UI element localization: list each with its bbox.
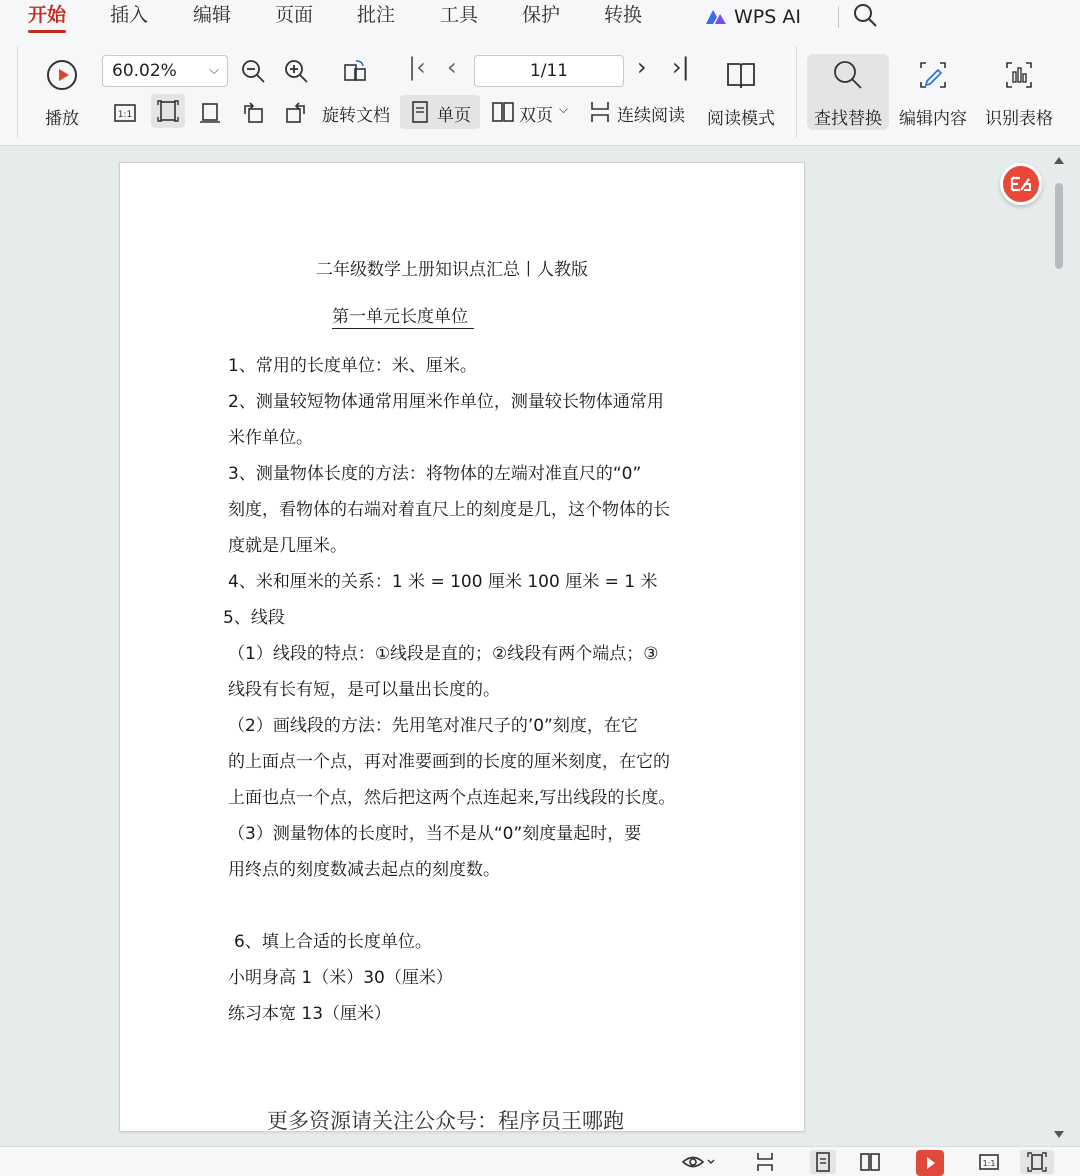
scroll-up-icon[interactable] [1054,157,1064,164]
doc-line: 4、米和厘米的关系：1 米 = 100 厘米 100 厘米 = 1 米 [228,572,658,592]
menu-divider [838,6,839,28]
zoom-value: 60.02% [112,61,177,81]
play-label: 播放 [45,109,79,129]
wps-ai-button[interactable] [704,3,801,31]
chevron-down-icon[interactable]: ⌵ [559,102,569,116]
single-page-label: 单页 [437,106,471,126]
continuous-read-icon[interactable] [585,97,615,127]
reading-mode-label: 阅读模式 [707,109,775,129]
doc-line: 1、常用的长度单位：米、厘米。 [228,356,477,376]
double-page-icon[interactable] [488,97,518,127]
doc-line: 小明身高 1（米）30（厘米） [228,968,453,988]
play-slideshow-icon[interactable] [916,1150,944,1176]
find-replace-label: 查找替换 [814,109,882,129]
doc-line: 线段有长有短，是可以量出长度的。 [228,680,500,700]
zoom-select[interactable] [102,55,228,87]
continuous-read-label[interactable]: 连续阅读 [617,106,685,126]
rotate-document-icon[interactable] [340,56,370,86]
fit-page-icon[interactable] [151,94,185,128]
edit-content-label: 编辑内容 [899,109,967,129]
doc-line: 的上面点一个点，再对准要画到的长度的厘米刻度，在它的 [228,752,670,772]
double-page-label[interactable]: 双页 [519,106,553,126]
rotate-document-label[interactable]: 旋转文档 [322,106,390,126]
document-title: 二年级数学上册知识点汇总丨人教版 [316,260,588,280]
document-subtitle: 第一单元长度单位 [332,302,474,329]
doc-line: 5、线段 [223,608,285,628]
scroll-down-icon[interactable] [1054,1131,1064,1138]
book-icon [724,58,758,92]
wps-ai-icon [704,8,728,26]
single-page-icon [405,97,435,127]
prev-page-icon[interactable]: ‹ [447,53,457,81]
doc-line: 2、测量较短物体通常用厘米作单位，测量较长物体通常用 [228,392,664,412]
find-replace-button[interactable] [807,54,889,130]
edit-content-button[interactable] [893,54,973,130]
last-page-icon[interactable]: ›| [672,53,690,81]
table-recognize-icon [1002,58,1036,92]
doc-line: 刻度，看物体的右端对着直尺上的刻度是几，这个物体的长 [228,500,670,520]
rotate-right-icon[interactable] [281,98,311,128]
doc-line: 度就是几厘米。 [228,536,347,556]
doc-line: 用终点的刻度数减去起点的刻度数。 [228,860,500,880]
tab-edit[interactable]: 编辑 [193,4,232,26]
scroll-thumb[interactable] [1055,183,1063,269]
footer-note: 更多资源请关注公众号：程序员王哪跑 [267,1109,624,1133]
tab-protect[interactable]: 保护 [522,4,561,26]
page-number-input[interactable]: 1/11 [474,55,624,87]
tab-annotate[interactable]: 批注 [357,4,396,26]
tab-tools[interactable]: 工具 [440,4,479,26]
menu-bar [0,0,1080,38]
status-bar [0,1146,1080,1176]
next-page-icon[interactable]: › [637,53,647,81]
doc-line: （1）线段的特点：①线段是直的；②线段有两个端点；③ [228,644,659,664]
document-page [119,162,805,1132]
edit-icon [916,58,950,92]
rotate-left-icon[interactable] [238,98,268,128]
zoom-in-icon[interactable] [281,56,311,86]
continuous-view-icon[interactable] [752,1150,778,1174]
svg-text:1:1: 1:1 [117,110,133,120]
reading-mode-button[interactable] [701,54,781,130]
eye-protection-icon[interactable] [678,1150,718,1174]
recognize-table-label: 识别表格 [985,109,1053,129]
fit-width-icon[interactable] [195,98,225,128]
tab-page[interactable]: 页面 [275,4,314,26]
doc-line: （3）测量物体的长度时，当不是从“0”刻度量起时，要 [228,824,642,844]
svg-text:1:1: 1:1 [982,1159,996,1168]
chevron-down-icon: ⌵ [209,63,219,78]
zoom-out-icon[interactable] [238,56,268,86]
ribbon-divider [17,46,18,138]
tab-insert[interactable]: 插入 [110,4,149,26]
doc-line: 米作单位。 [228,428,313,448]
actual-size-icon[interactable] [110,98,140,128]
recognize-table-button[interactable] [979,54,1059,130]
doc-line: 6、填上合适的长度单位。 [234,932,432,952]
first-page-icon[interactable]: |‹ [408,53,426,81]
play-button[interactable] [36,54,88,134]
ribbon-divider [796,46,797,138]
wps-ai-label: WPS AI [734,6,801,28]
play-icon [47,60,77,90]
doc-line: 上面也点一个点，然后把这两个点连起来,写出线段的长度。 [228,788,676,808]
double-page-view-icon[interactable] [857,1150,883,1174]
actual-size-icon[interactable] [976,1150,1002,1174]
ribbon-toolbar [0,38,1080,146]
fit-page-icon[interactable] [1020,1150,1054,1174]
search-icon[interactable] [852,2,878,28]
single-page-view-icon[interactable] [810,1150,836,1174]
edit-pdf-badge-icon[interactable] [1000,163,1042,205]
doc-line: 3、测量物体长度的方法：将物体的左端对准直尺的“0” [228,464,642,484]
doc-line: （2）画线段的方法：先用笔对准尺子的’0”刻度，在它 [228,716,638,736]
vertical-scrollbar[interactable] [1052,147,1066,1146]
tab-start[interactable]: 开始 [28,3,66,33]
tab-convert[interactable]: 转换 [604,4,643,26]
search-icon [831,58,865,92]
doc-line: 练习本宽 13（厘米） [228,1004,392,1024]
document-viewport[interactable] [0,147,1080,1146]
